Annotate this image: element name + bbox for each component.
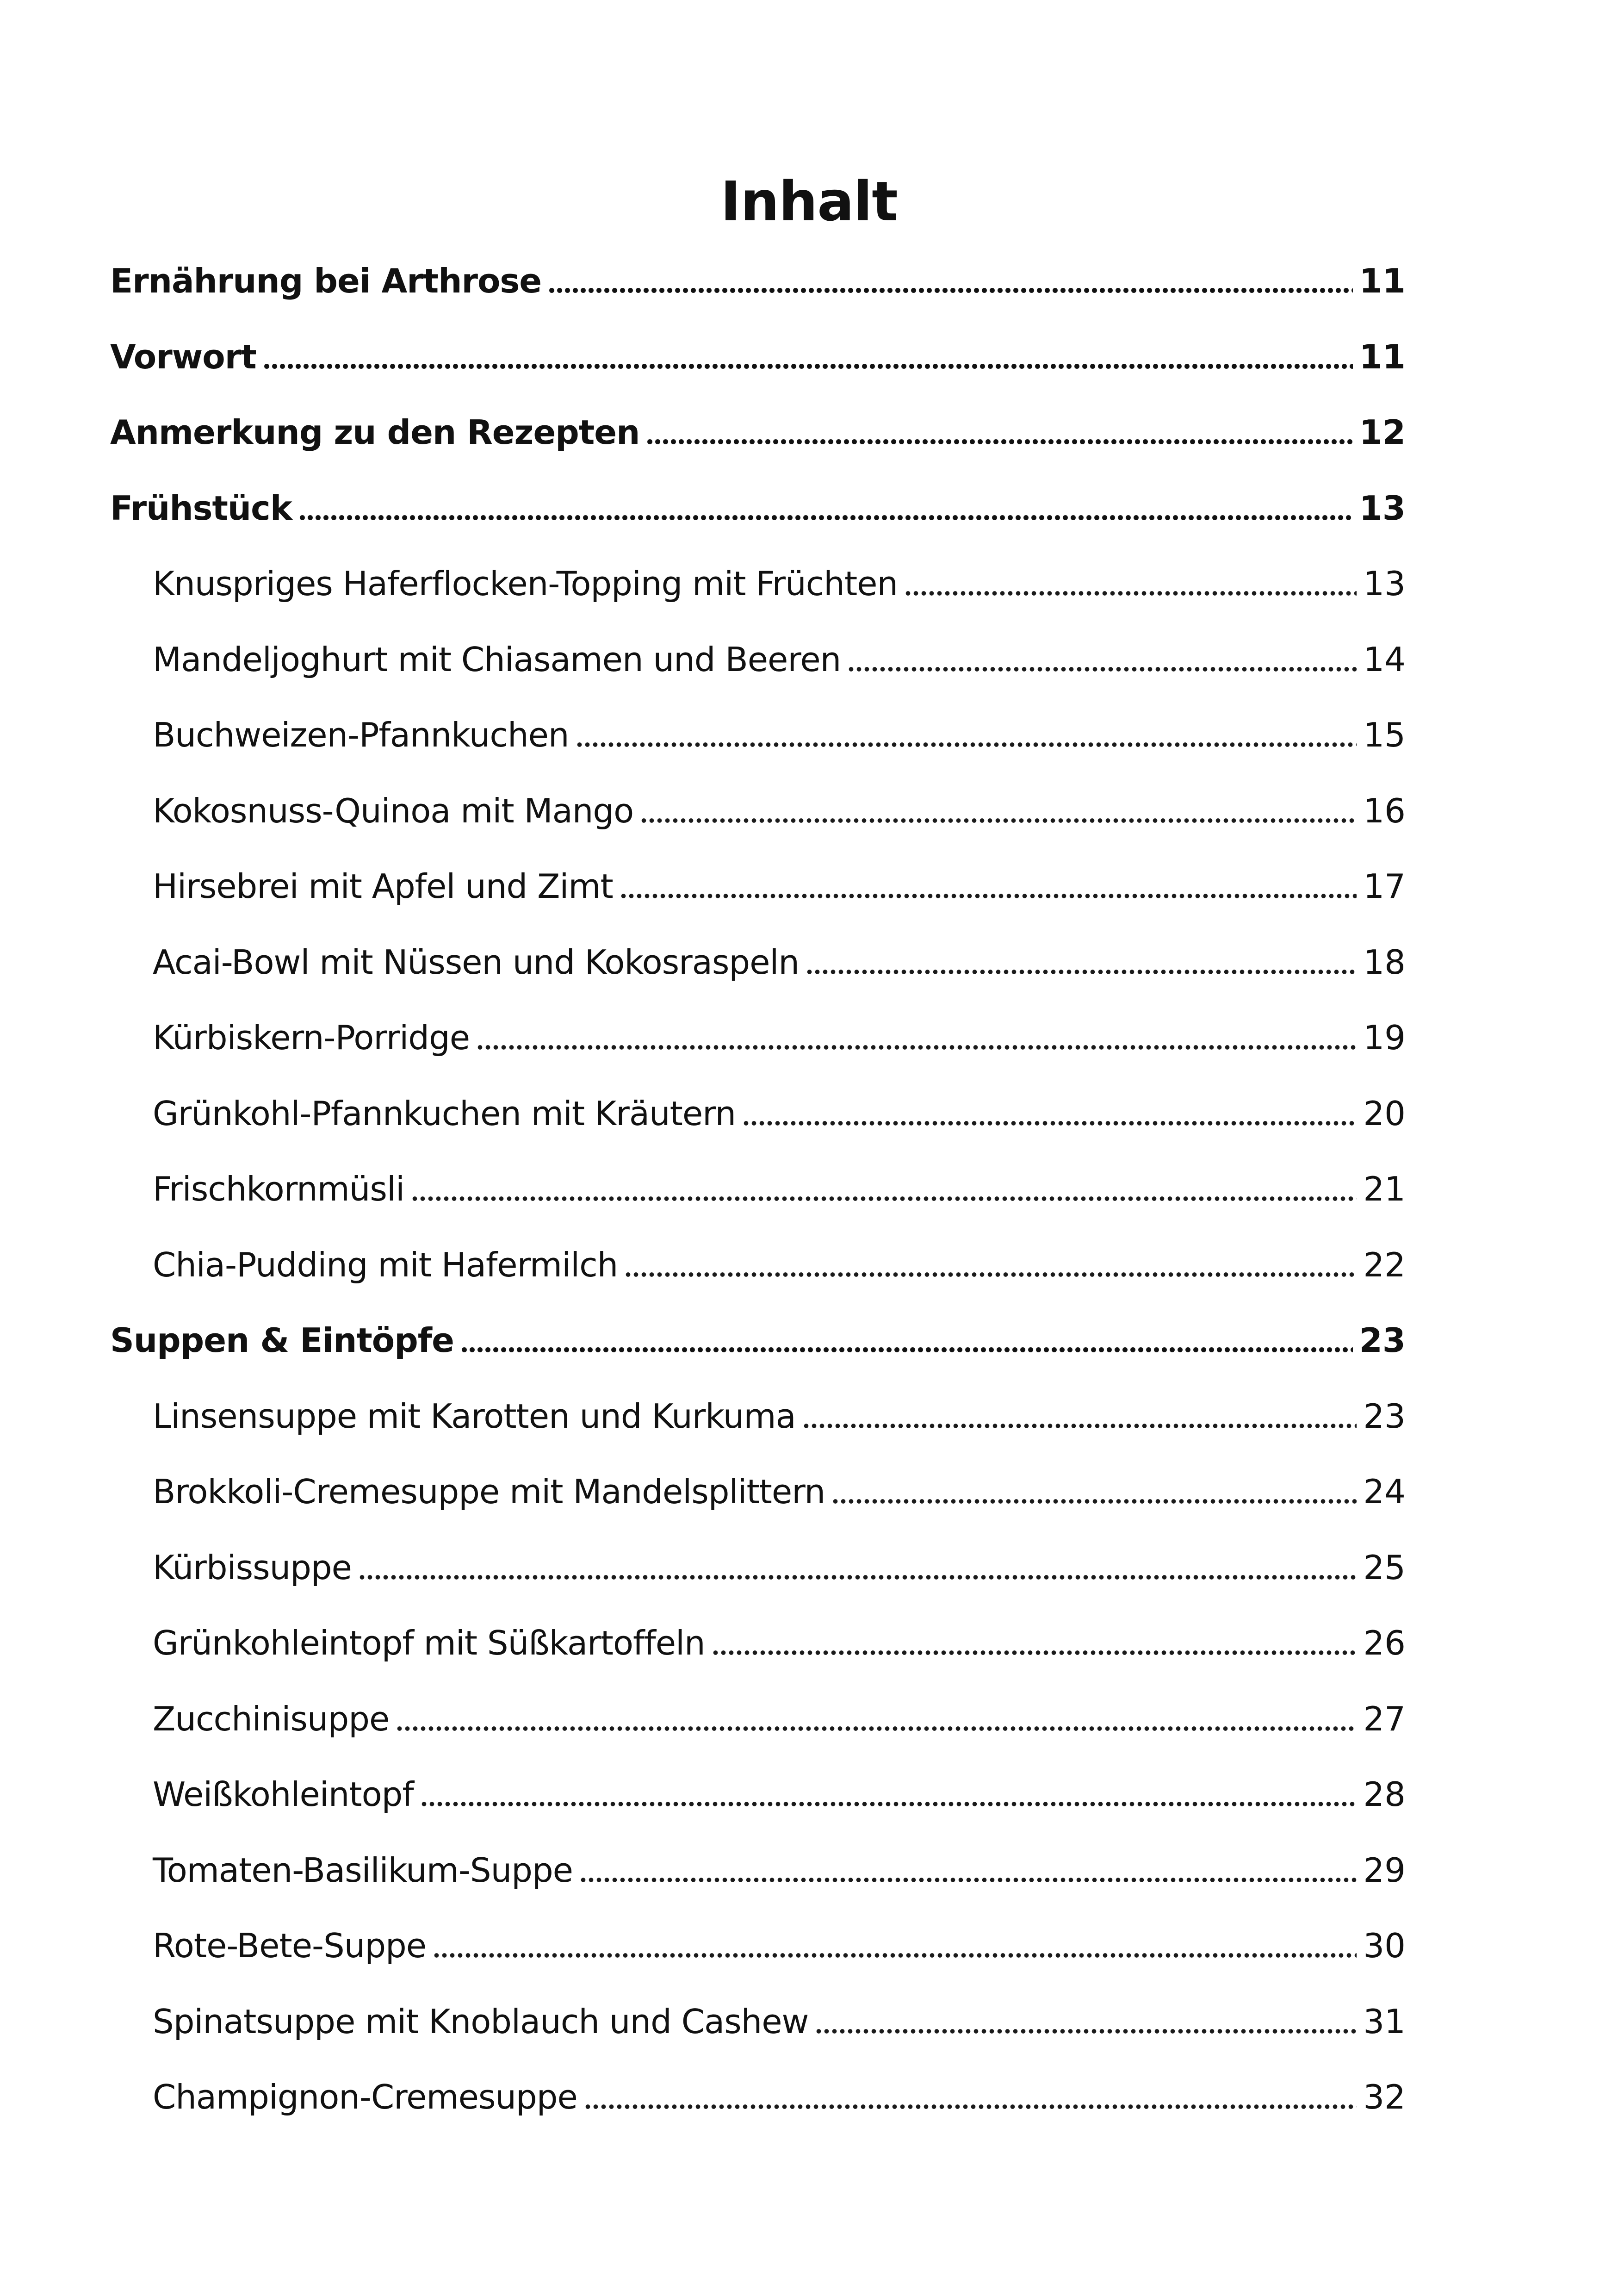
toc-chapter-entry[interactable]	[110, 1301, 1406, 1360]
dot-leader	[620, 894, 1357, 898]
toc-entry-label: Acai-Bowl mit Nüssen und Kokosraspeln	[153, 943, 800, 982]
toc-entry-label: Brokkoli-Cremesuppe mit Mandelsplittern	[153, 1472, 825, 1511]
toc-page-number: 21	[1363, 1170, 1406, 1208]
toc-entry-label: Zucchinisuppe	[153, 1699, 390, 1738]
toc-recipe-entry[interactable]	[153, 1680, 1406, 1736]
dot-leader	[802, 1424, 1357, 1428]
dot-leader	[396, 1726, 1357, 1731]
toc-entry-label: Suppen & Eintöpfe	[110, 1321, 454, 1360]
dot-leader	[815, 2029, 1357, 2034]
toc-recipe-entry[interactable]	[153, 1226, 1406, 1282]
dot-leader	[433, 1953, 1357, 1958]
toc-recipe-entry[interactable]	[153, 2058, 1406, 2114]
toc-page-number: 30	[1363, 1926, 1406, 1965]
toc-recipe-entry[interactable]	[153, 1529, 1406, 1587]
toc-recipe-entry[interactable]	[153, 923, 1406, 982]
dot-leader	[640, 818, 1357, 823]
toc-page-number: 25	[1363, 1548, 1406, 1587]
dot-leader	[579, 1878, 1357, 1882]
toc-recipe-entry[interactable]	[153, 999, 1406, 1057]
toc-entry-label: Chia-Pudding mit Hafermilch	[153, 1245, 618, 1284]
toc-entry-label: Grünkohl-Pfannkuchen mit Kräutern	[153, 1094, 736, 1133]
toc-page-number: 11	[1359, 337, 1406, 376]
toc-chapter-entry[interactable]	[110, 393, 1406, 452]
toc-recipe-entry[interactable]	[153, 1983, 1406, 2041]
dot-leader	[548, 288, 1353, 293]
page-title: Inhalt	[720, 169, 898, 233]
toc-page-number: 23	[1363, 1397, 1406, 1436]
toc-entry-label: Mandeljoghurt mit Chiasamen und Beeren	[153, 640, 841, 679]
dot-leader	[847, 667, 1357, 672]
dot-leader	[576, 742, 1357, 747]
toc-recipe-entry[interactable]	[153, 1453, 1406, 1511]
dot-leader	[806, 970, 1357, 974]
toc-page-number: 19	[1363, 1018, 1406, 1057]
toc-entry-label: Kürbissuppe	[153, 1548, 352, 1587]
dot-leader	[358, 1575, 1357, 1580]
toc-entry-label: Grünkohleintopf mit Süßkartoffeln	[153, 1624, 705, 1662]
toc-entry-label: Hirsebrei mit Apfel und Zimt	[153, 867, 613, 906]
toc-recipe-entry[interactable]	[153, 1150, 1406, 1206]
toc-recipe-entry[interactable]	[153, 1831, 1406, 1890]
toc-page-number: 26	[1363, 1624, 1406, 1662]
toc-entry-label: Kürbiskern-Porridge	[153, 1018, 470, 1057]
toc-page-number: 15	[1363, 716, 1406, 754]
toc-page-number: 14	[1363, 640, 1406, 679]
dot-leader	[476, 1045, 1357, 1050]
toc-page-number: 16	[1363, 791, 1406, 830]
toc-page-number: 22	[1363, 1245, 1406, 1284]
toc-recipe-entry[interactable]	[153, 1377, 1406, 1436]
toc-entry-label: Tomaten-Basilikum-Suppe	[153, 1851, 573, 1890]
dot-leader	[584, 2104, 1357, 2109]
dot-leader	[904, 591, 1357, 596]
dot-leader	[831, 1499, 1357, 1504]
dot-leader	[420, 1802, 1357, 1806]
dot-leader	[263, 364, 1353, 369]
dot-leader	[411, 1196, 1357, 1201]
toc-page-number: 20	[1363, 1094, 1406, 1133]
toc-entry-label: Weißkohleintopf	[153, 1775, 414, 1814]
toc-recipe-entry[interactable]	[153, 696, 1406, 752]
toc-recipe-entry[interactable]	[153, 772, 1406, 828]
toc-recipe-entry[interactable]	[153, 1604, 1406, 1660]
toc-recipe-entry[interactable]	[153, 1755, 1406, 1814]
toc-entry-label: Ernährung bei Arthrose	[110, 261, 542, 300]
toc-entry-label: Anmerkung zu den Rezepten	[110, 413, 640, 452]
toc-page-number: 12	[1359, 413, 1406, 452]
toc-entry-label: Frischkornmüsli	[153, 1170, 404, 1208]
toc-chapter-entry[interactable]	[110, 469, 1406, 528]
toc-recipe-entry[interactable]	[153, 1075, 1406, 1133]
toc-page-number: 23	[1359, 1321, 1406, 1360]
toc-page-number: 17	[1363, 867, 1406, 906]
toc-entry-label: Kokosnuss-Quinoa mit Mango	[153, 791, 634, 830]
toc-recipe-entry[interactable]	[153, 847, 1406, 906]
toc-page-number: 13	[1363, 564, 1406, 603]
toc-entry-label: Frühstück	[110, 489, 292, 528]
toc-page-number: 24	[1363, 1472, 1406, 1511]
toc-recipe-entry[interactable]	[153, 621, 1406, 679]
dot-leader	[742, 1121, 1357, 1126]
toc-page-number: 29	[1363, 1851, 1406, 1890]
toc-entry-label: Linsensuppe mit Karotten und Kurkuma	[153, 1397, 796, 1436]
toc-entry-label: Spinatsuppe mit Knoblauch und Cashew	[153, 2002, 809, 2041]
toc-page-number: 13	[1359, 489, 1406, 528]
toc-page-number: 31	[1363, 2002, 1406, 2041]
toc-entry-label: Champignon-Cremesuppe	[153, 2078, 577, 2116]
toc-entry-label: Rote-Bete-Suppe	[153, 1926, 427, 1965]
toc-entry-label: Vorwort	[110, 337, 256, 376]
toc-chapter-entry[interactable]	[110, 242, 1406, 298]
toc-recipe-entry[interactable]	[153, 1907, 1406, 1965]
toc-page-number: 18	[1363, 943, 1406, 982]
toc-page-number: 27	[1363, 1699, 1406, 1738]
toc-entry-label: Buchweizen-Pfannkuchen	[153, 716, 569, 754]
toc-page-number: 11	[1359, 261, 1406, 300]
toc-entry-label: Knuspriges Haferflocken-Topping mit Früchten	[153, 564, 898, 603]
dot-leader	[646, 439, 1352, 444]
toc-page-number: 28	[1363, 1775, 1406, 1814]
toc-chapter-entry[interactable]	[110, 318, 1406, 376]
dot-leader	[298, 515, 1353, 520]
dot-leader	[624, 1272, 1357, 1277]
dot-leader	[712, 1650, 1357, 1655]
toc-recipe-entry[interactable]	[153, 545, 1406, 603]
dot-leader	[460, 1347, 1353, 1352]
toc-page-number: 32	[1363, 2078, 1406, 2116]
